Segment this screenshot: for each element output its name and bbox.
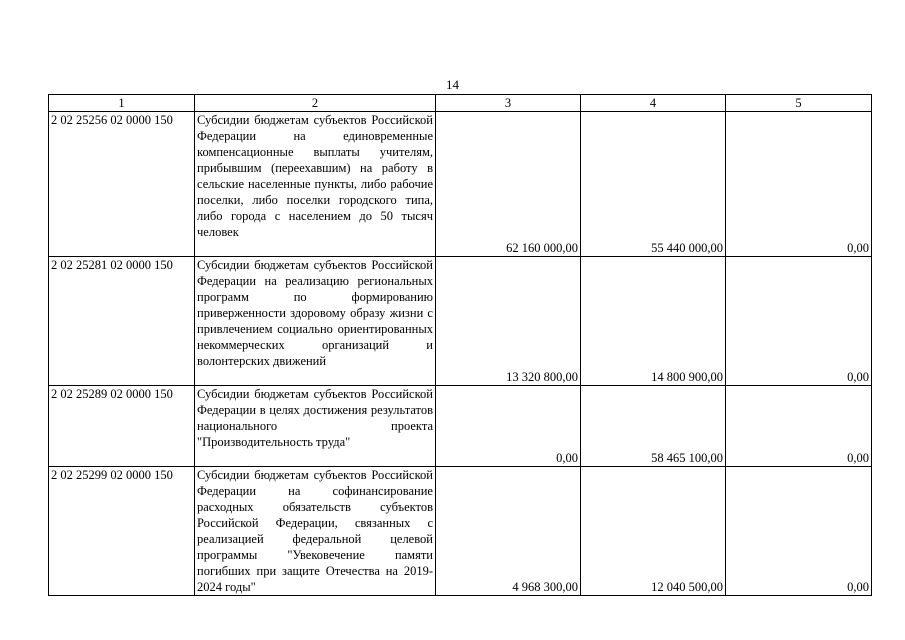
row-description: Субсидии бюджетам субъектов Российской Федерации на единовременные компенсационные выплаты учителям, прибывшим (переехавшим) на работу в сельские населенные пункты, либо рабочие поселки, либо поселки городского типа, либо города с населением до 50 тысяч человек (195, 112, 436, 257)
page-number: 14 (446, 77, 459, 92)
amount-col5: 0,00 (726, 386, 872, 467)
amount-col3: 62 160 000,00 (436, 112, 581, 257)
table-row (49, 112, 872, 257)
amount-col5: 0,00 (726, 112, 872, 257)
column-header-4: 4 (581, 95, 726, 112)
row-description: Субсидии бюджетам субъектов Российской Федерации на софинансирование расходных обязательств субъектов Российской Федерации, связанных с реализацией федеральной целевой программы "Увековечение памяти погибших при защите Отечества на 2019-2024 годы" (195, 467, 436, 596)
amount-col3: 13 320 800,00 (436, 257, 581, 386)
table-header-row (49, 95, 872, 112)
amount-col5: 0,00 (726, 257, 872, 386)
column-header-1: 1 (49, 95, 195, 112)
amount-col4: 14 800 900,00 (581, 257, 726, 386)
budget-table (48, 94, 872, 596)
budget-code: 2 02 25256 02 0000 150 (49, 112, 195, 257)
budget-code: 2 02 25299 02 0000 150 (49, 467, 195, 596)
budget-code: 2 02 25289 02 0000 150 (49, 386, 195, 467)
column-header-2: 2 (195, 95, 436, 112)
table-row (49, 257, 872, 386)
amount-col3: 4 968 300,00 (436, 467, 581, 596)
amount-col4: 12 040 500,00 (581, 467, 726, 596)
amount-col5: 0,00 (726, 467, 872, 596)
row-description: Субсидии бюджетам субъектов Российской Федерации на реализацию региональных программ по формированию приверженности здоровому образу жизни с привлечением социально ориентированных некоммерческих организаций и волонтерских движений (195, 257, 436, 386)
amount-col4: 58 465 100,00 (581, 386, 726, 467)
row-description: Субсидии бюджетам субъектов Российской Федерации в целях достижения результатов национального проекта "Производительность труда" (195, 386, 436, 467)
table-row (49, 386, 872, 467)
table-row (49, 467, 872, 596)
column-header-5: 5 (726, 95, 872, 112)
column-header-3: 3 (436, 95, 581, 112)
amount-col3: 0,00 (436, 386, 581, 467)
amount-col4: 55 440 000,00 (581, 112, 726, 257)
budget-code: 2 02 25281 02 0000 150 (49, 257, 195, 386)
